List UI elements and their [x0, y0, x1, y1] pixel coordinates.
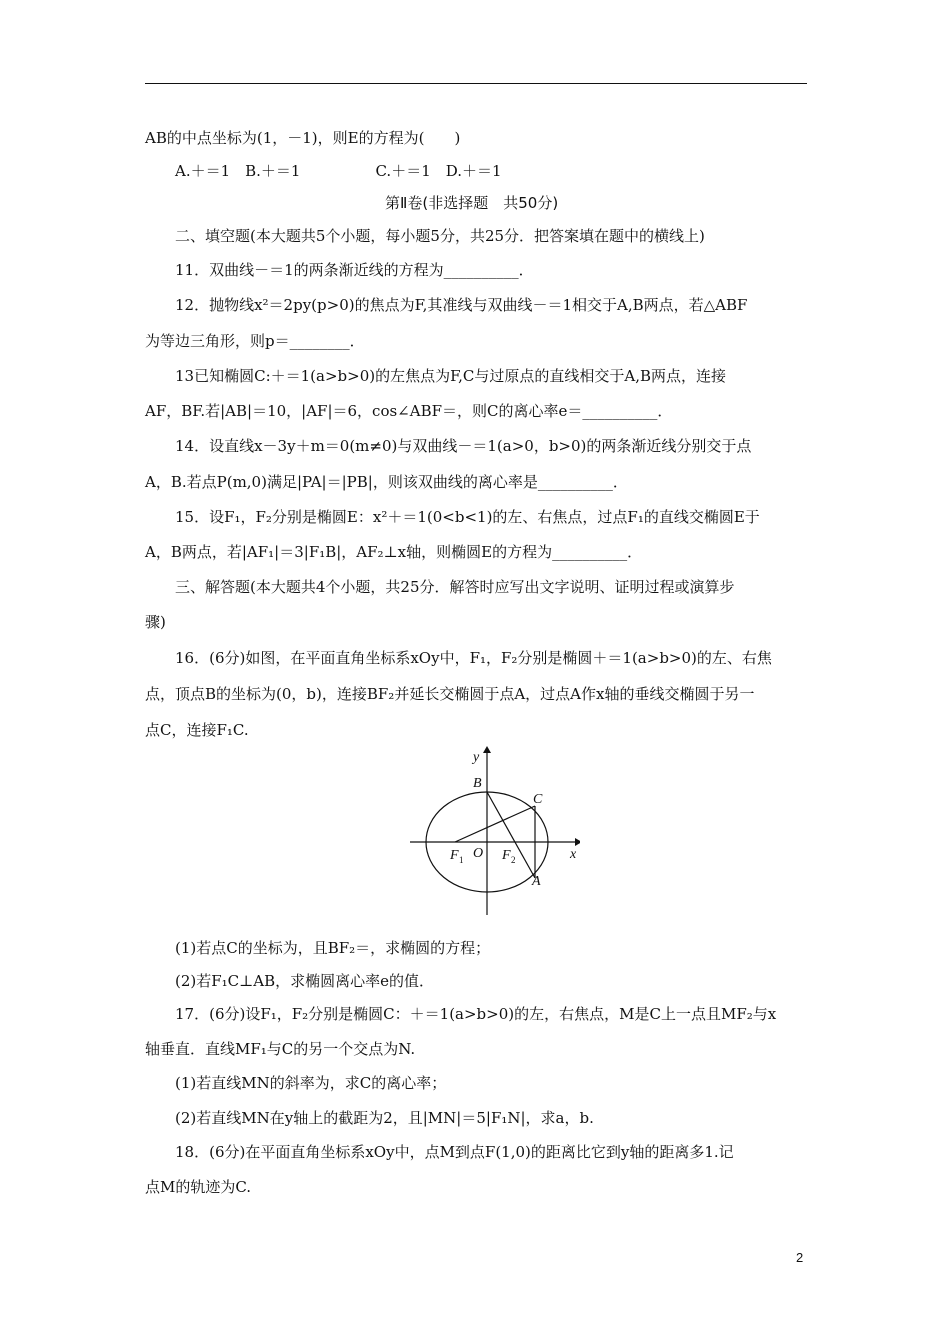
question-17-part1: (1)若直线MN的斜率为，求C的离心率； — [175, 1074, 447, 1092]
question-15-line2: A，B两点，若|AF₁|＝3|F₁B|，AF₂⊥x轴，则椭圆E的方程为__________． — [145, 543, 643, 561]
question-16-line2: 点，顶点B的坐标为(0，b)，连接BF₂并延长交椭圆于点A，过点A作x轴的垂线交椭圆于另一 — [145, 685, 755, 703]
label-A: A — [532, 874, 541, 889]
label-B: B — [473, 776, 482, 791]
label-F2-sub: 2 — [511, 855, 516, 865]
question-16-line3: 点C，连接F₁C. — [145, 721, 249, 739]
question-17-part2: (2)若直线MN在y轴上的截距为2，且|MN|＝5|F₁N|，求a，b. — [175, 1109, 594, 1127]
question-16-part2: (2)若F₁C⊥AB，求椭圆离心率e的值． — [175, 972, 434, 990]
x-axis-arrow — [575, 838, 580, 846]
label-y: y — [473, 750, 480, 765]
label-F1-sub: 1 — [459, 855, 464, 865]
question-16-part1: (1)若点C的坐标为，且BF₂＝，求椭圆的方程； — [175, 939, 491, 957]
page-number: 2 — [796, 1250, 804, 1265]
q10-options: A.＋＝1 B.＋＝1 C.＋＝1 D.＋＝1 — [175, 162, 502, 180]
question-12-line2: 为等边三角形，则p＝________． — [145, 332, 365, 350]
section-2-heading: 二、填空题(本大题共5个小题，每小题5分，共25分．把答案填在题中的横线上) — [175, 227, 705, 245]
question-17-line2: 轴垂直．直线MF₁与C的另一个交点为N. — [145, 1040, 416, 1058]
question-15-line1: 15．设F₁，F₂分别是椭圆E：x²＋＝1(0<b<1)的左、右焦点，过点F₁的直线交椭圆E于 — [175, 508, 760, 526]
label-x: x — [570, 847, 577, 862]
label-F2: F — [502, 848, 511, 863]
question-17-line1: 17．(6分)设F₁，F₂分别是椭圆C：＋＝1(a>b>0)的左，右焦点，M是C上一点且MF₂与x — [175, 1005, 777, 1023]
question-16-line1: 16．(6分)如图，在平面直角坐标系xOy中，F₁，F₂分别是椭圆＋＝1(a>b>0)的左、右焦 — [175, 649, 772, 667]
question-14-line2: A，B.若点P(m,0)满足|PA|＝|PB|，则该双曲线的离心率是__________． — [145, 473, 628, 491]
y-axis-arrow — [483, 746, 491, 753]
label-F1: F — [450, 848, 459, 863]
question-11: 11．双曲线－＝1的两条渐近线的方程为__________． — [175, 261, 534, 279]
question-12-line1: 12．抛物线x²＝2py(p>0)的焦点为F,其准线与双曲线－＝1相交于A,B两点，若△ABF — [175, 296, 748, 314]
segment-F1C — [455, 806, 535, 842]
question-13-line1: 13已知椭圆C:＋＝1(a>b>0)的左焦点为F,C与过原点的直线相交于A,B两点，连接 — [175, 367, 727, 385]
label-O: O — [473, 846, 484, 861]
section-title: 第Ⅱ卷(非选择题 共50分) — [385, 194, 559, 212]
section-3-heading-line1: 三、解答题(本大题共4个小题，共25分．解答时应写出文字说明、证明过程或演算步 — [175, 578, 735, 596]
label-C: C — [533, 792, 543, 807]
question-13-line2: AF，BF.若|AB|＝10，|AF|＝6，cos∠ABF＝，则C的离心率e＝__________． — [145, 402, 673, 420]
question-14-line1: 14．设直线x－3y＋m＝0(m≠0)与双曲线－＝1(a>0，b>0)的两条渐近线分别交于点 — [175, 437, 752, 455]
q10-continuation: AB的中点坐标为(1，－1)，则E的方程为( ) — [145, 129, 461, 147]
question-18-line2: 点M的轨迹为C. — [145, 1178, 252, 1196]
section-3-heading-line2: 骤) — [145, 613, 166, 631]
ellipse-figure — [405, 745, 580, 917]
question-18-line1: 18．(6分)在平面直角坐标系xOy中，点M到点F(1,0)的距离比它到y轴的距离多1.记 — [175, 1143, 734, 1161]
header-rule — [145, 83, 807, 84]
